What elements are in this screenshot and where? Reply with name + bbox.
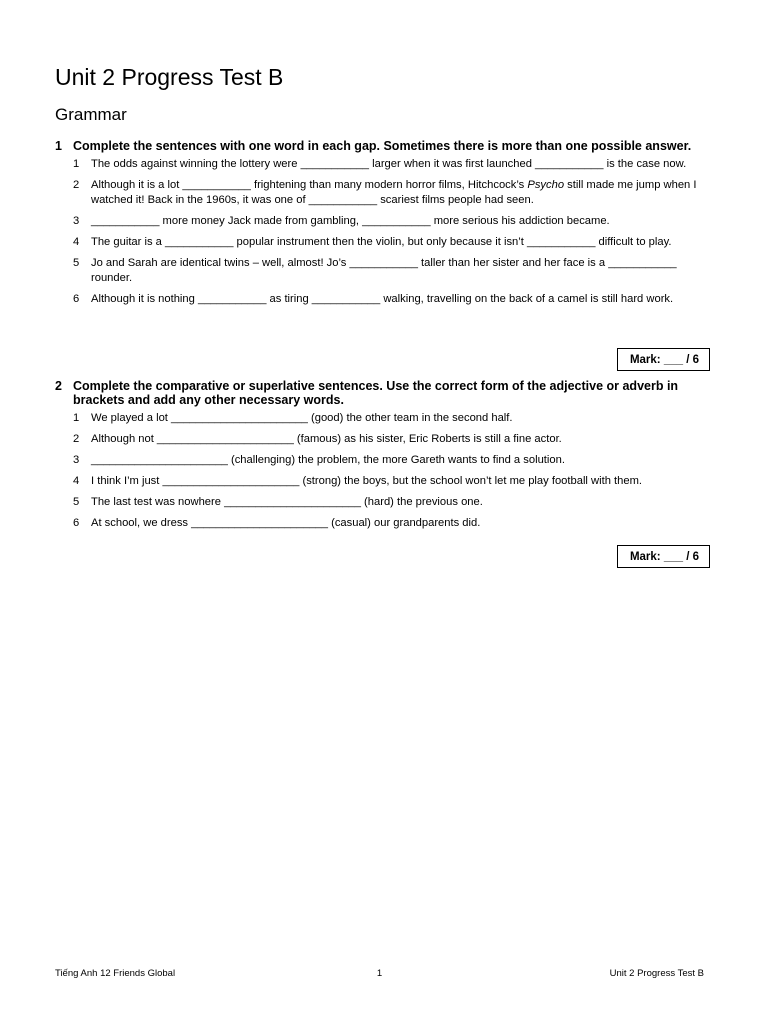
item-number: 2 (73, 179, 80, 191)
list-item (55, 495, 715, 510)
item-number: 4 (73, 236, 80, 248)
instruction-text: Complete the comparative or superlative sentences. Use the correct form of the adjective or adverb in brackets and add any other necessary words. (73, 379, 679, 407)
item-number: 1 (73, 158, 80, 170)
mark-box-1: Mark: ___ / 6 (617, 348, 710, 371)
list-item (55, 292, 715, 307)
item-number: 2 (73, 433, 80, 445)
mark-box-2: Mark: ___ / 6 (617, 545, 710, 568)
item-text: The guitar is a ___________ popular instrument then the violin, but only because it isn’t ___________ difficult to play. (91, 236, 672, 248)
item-text: The odds against winning the lottery were ___________ larger when it was first launched ___________ is the case now. (91, 158, 687, 170)
list-item (55, 432, 715, 447)
item-text: I think I’m just ______________________ (strong) the boys, but the school won’t let me play football with them. (91, 475, 643, 487)
item-text: Jo and Sarah are identical twins – well, almost! Jo’s ___________ taller than her sister and her face is a ___________ rounder. (91, 257, 677, 284)
item-number: 3 (73, 454, 80, 466)
item-number: 6 (73, 293, 80, 305)
item-number: 6 (73, 517, 80, 529)
item-text: Although it is nothing ___________ as tiring ___________ walking, travelling on the back of a camel is still hard work. (91, 293, 674, 305)
footer-book-title: Tiếng Anh 12 Friends Global (55, 968, 176, 979)
item-text: ___________ more money Jack made from gambling, ___________ more serious his addiction became. (91, 215, 610, 227)
footer-test-title: Unit 2 Progress Test B (609, 968, 704, 979)
instruction-text: Complete the sentences with one word in each gap. Sometimes there is more than one possible answer. (73, 139, 692, 153)
list-item (55, 157, 715, 172)
exercise-2-instruction (55, 379, 715, 407)
page-title: Unit 2 Progress Test B (55, 64, 284, 90)
list-item (55, 453, 715, 468)
item-text: At school, we dress ______________________ (casual) our grandparents did. (91, 517, 481, 529)
exercise-1-items (55, 157, 715, 307)
item-text: Although it is a lot ___________ frightening than many modern horror films, Hitchcock’s Psycho still made me jump when I watched it! Back in the 1960s, it was one of ___________ scariest films people had seen. (91, 179, 697, 206)
exercise-2 (55, 379, 715, 537)
item-text: We played a lot ______________________ (good) the other team in the second half. (91, 412, 513, 424)
page-number: 1 (376, 968, 383, 979)
item-number: 3 (73, 215, 80, 227)
exercise-1 (55, 139, 715, 313)
item-text: ______________________ (challenging) the problem, the more Gareth wants to find a solution. (91, 454, 565, 466)
list-item (55, 516, 715, 531)
list-item (55, 235, 715, 250)
list-item (55, 178, 715, 208)
section-title: Grammar (55, 105, 127, 124)
item-number: 5 (73, 496, 80, 508)
exercise-1-instruction (55, 139, 715, 153)
list-item (55, 411, 715, 426)
exercise-number: 2 (55, 379, 62, 393)
exercise-number: 1 (55, 139, 62, 153)
item-number: 4 (73, 475, 80, 487)
item-number: 5 (73, 257, 80, 269)
item-text: Although not ______________________ (famous) as his sister, Eric Roberts is still a fine actor. (91, 433, 562, 445)
list-item (55, 214, 715, 229)
item-text: The last test was nowhere ______________________ (hard) the previous one. (91, 496, 483, 508)
item-number: 1 (73, 412, 80, 424)
list-item (55, 474, 715, 489)
page-footer (55, 968, 704, 979)
list-item (55, 256, 715, 286)
exercise-2-items (55, 411, 715, 531)
